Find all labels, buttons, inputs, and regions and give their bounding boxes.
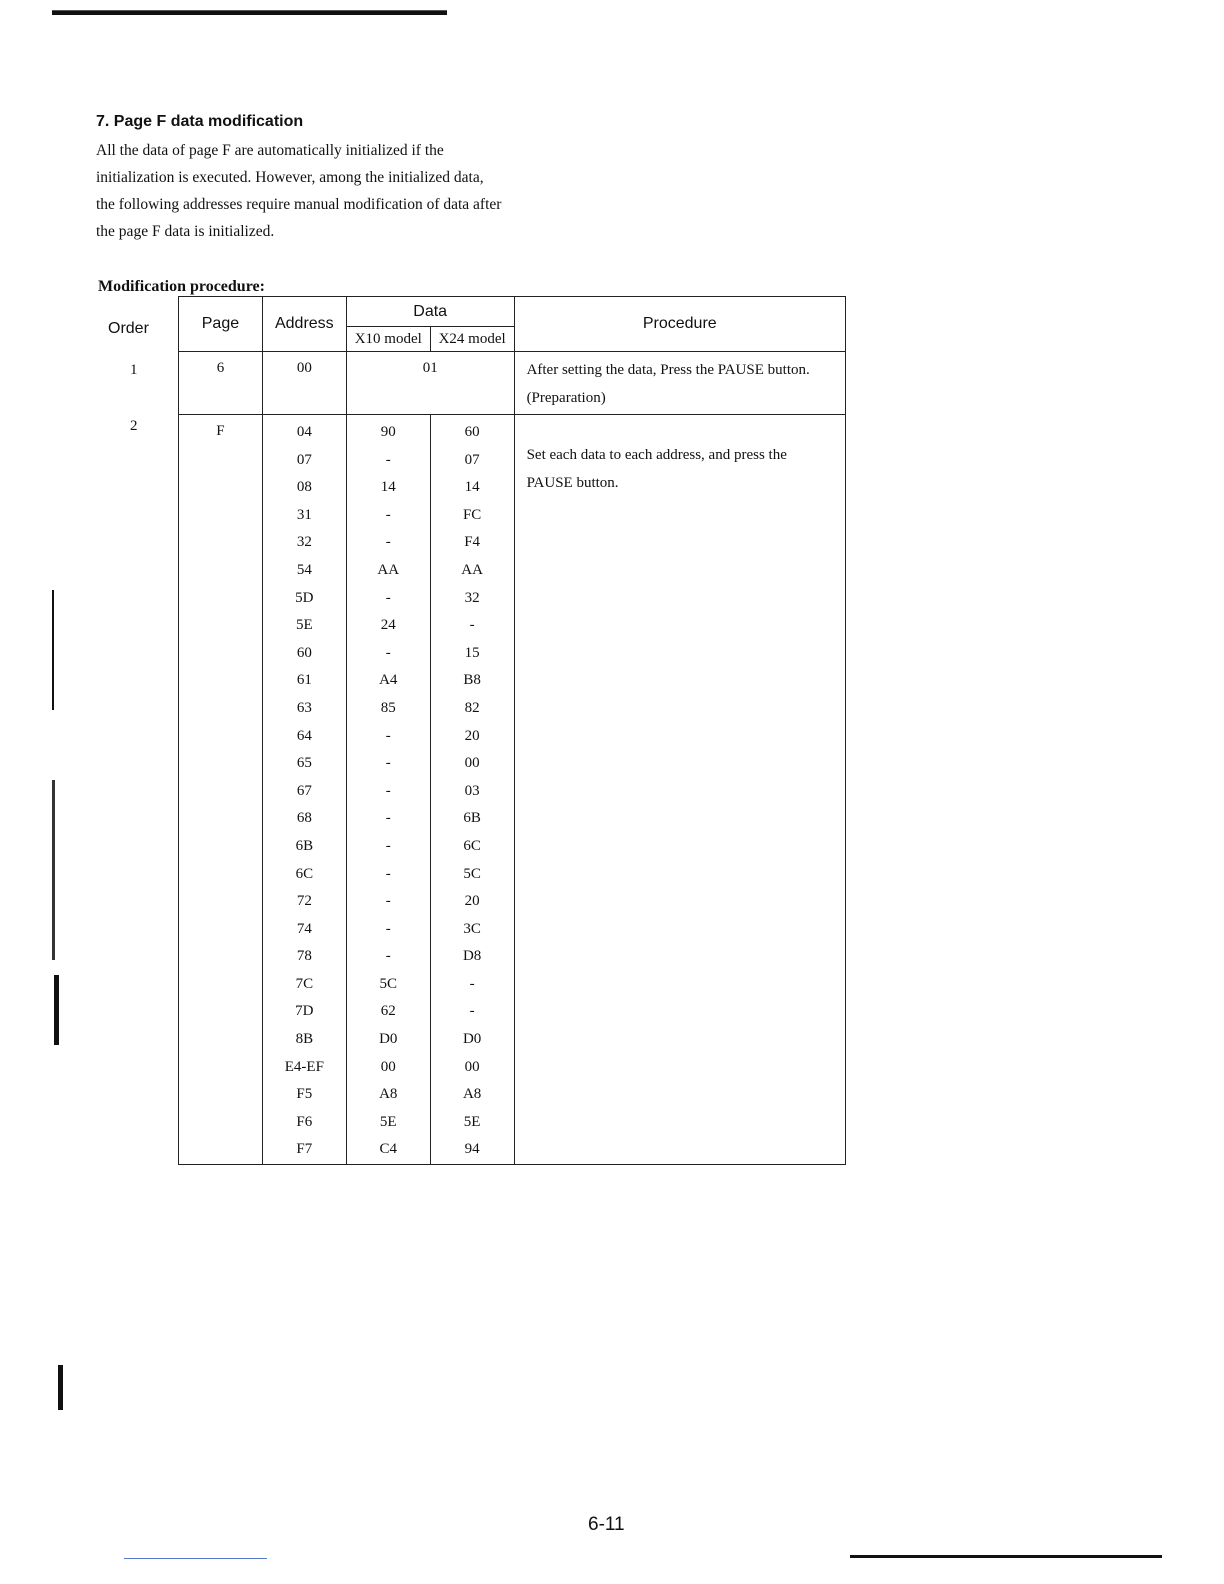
address-value: F5	[296, 1086, 313, 1103]
x10-value: -	[385, 920, 391, 937]
x24-value: 20	[464, 893, 480, 910]
page-cell: 6	[179, 352, 263, 415]
intro-line: the page F data is initialized.	[96, 223, 275, 240]
x24-value: 6B	[463, 810, 481, 827]
x10-model-header: X10 model	[346, 327, 430, 352]
x24-value: 32	[464, 589, 480, 606]
data-cell: 01	[346, 352, 514, 415]
x10-value: -	[385, 782, 391, 799]
data-header: Data	[346, 297, 514, 327]
x10-list-cell	[346, 415, 430, 1165]
x24-value: A8	[462, 1086, 482, 1103]
x24-value-list	[431, 415, 514, 1164]
x24-value: D8	[462, 948, 482, 965]
address-value: 54	[296, 561, 312, 578]
x10-value: 24	[380, 617, 396, 634]
scan-margin-mark	[52, 780, 55, 960]
table-row	[179, 352, 846, 415]
x10-value: 5C	[379, 975, 397, 992]
x10-value: -	[385, 837, 391, 854]
x10-value: AA	[377, 561, 400, 578]
x10-value: -	[385, 644, 391, 661]
bottom-rule-right	[850, 1555, 1162, 1558]
x10-value: 00	[380, 1058, 396, 1075]
x24-value: 14	[464, 479, 480, 496]
x10-value: 90	[380, 424, 396, 440]
x24-value: 00	[464, 1058, 480, 1075]
address-value: E4-EF	[284, 1058, 324, 1075]
x10-value-list	[347, 415, 430, 1164]
x24-value: B8	[463, 672, 481, 689]
address-value: 6B	[295, 837, 314, 854]
x10-value: 14	[380, 479, 396, 496]
x10-value: -	[385, 810, 391, 827]
address-value: 67	[296, 782, 312, 799]
x24-value: F4	[464, 534, 481, 551]
intro-line: the following addresses require manual modification of data after	[96, 196, 502, 213]
x24-value: -	[469, 617, 475, 634]
x10-value: C4	[379, 1141, 397, 1158]
address-value: 68	[296, 810, 312, 827]
x10-value: -	[385, 534, 391, 551]
address-value: F6	[296, 1113, 313, 1130]
top-rule-thin	[52, 10, 447, 11]
address-value: 7D	[295, 1003, 314, 1020]
x10-value: 5E	[379, 1113, 397, 1130]
procedure-heading: Modification procedure:	[98, 278, 265, 295]
x10-value: -	[385, 451, 391, 468]
address-value: 7C	[295, 975, 314, 992]
order-header: Order	[108, 320, 149, 337]
address-value: 63	[296, 699, 312, 716]
x10-value: D0	[379, 1031, 398, 1048]
x24-value: 00	[464, 755, 480, 772]
procedure-cell: After setting the data, Press the PAUSE button. (Preparation)	[514, 352, 845, 415]
intro-paragraph	[96, 137, 576, 245]
address-value: 8B	[295, 1031, 314, 1048]
order-2: 2	[130, 418, 138, 434]
x10-value: A4	[379, 672, 398, 689]
scan-margin-mark	[58, 1365, 63, 1410]
table-row	[179, 415, 846, 1165]
scan-margin-mark	[54, 975, 59, 1045]
address-value: 72	[296, 893, 312, 910]
address-header: Address	[262, 297, 346, 352]
address-value: 32	[296, 534, 312, 551]
x24-value: 3C	[463, 920, 481, 937]
x24-value: AA	[461, 561, 483, 578]
address-value: 5D	[295, 589, 314, 606]
x24-list-cell	[430, 415, 514, 1165]
x10-value: -	[385, 506, 391, 523]
address-value: 08	[296, 479, 312, 496]
intro-line: All the data of page F are automatically initialized if the	[96, 142, 444, 159]
x24-value: 94	[464, 1141, 480, 1158]
x24-value: 5C	[463, 865, 481, 882]
x24-value: 20	[464, 727, 480, 744]
address-cell: 00	[262, 352, 346, 415]
address-value: F7	[296, 1141, 313, 1158]
x24-value: 03	[464, 782, 480, 799]
bottom-rule-left	[124, 1558, 267, 1559]
address-value: 07	[296, 451, 312, 468]
section-title: 7. Page F data modification	[96, 113, 304, 130]
x24-value: -	[469, 1003, 475, 1020]
address-value: 74	[296, 920, 312, 937]
x24-value: 82	[464, 699, 480, 716]
x10-value: -	[385, 755, 391, 772]
procedure-cell: Set each data to each address, and press the PAUSE button.	[514, 415, 845, 1165]
address-list	[263, 415, 346, 1164]
address-list-cell	[262, 415, 346, 1165]
x10-value: 62	[380, 1003, 396, 1020]
x24-value: FC	[462, 506, 482, 523]
x10-value: A8	[379, 1086, 398, 1103]
page-cell: F	[179, 415, 263, 1165]
address-value: 04	[296, 424, 312, 440]
page-number: 6-11	[588, 1514, 625, 1535]
address-value: 5E	[296, 617, 313, 634]
address-value: 31	[296, 506, 312, 523]
intro-line: initialization is executed. However, among the initialized data,	[96, 169, 484, 186]
address-value: 61	[296, 672, 312, 689]
address-value: 60	[296, 644, 312, 661]
x10-value: -	[385, 948, 391, 965]
address-value: 78	[296, 948, 312, 965]
x10-value: 85	[380, 699, 396, 716]
procedure-header: Procedure	[514, 297, 845, 352]
order-1: 1	[130, 362, 138, 378]
x24-value: 6C	[463, 837, 481, 854]
x24-value: 07	[464, 451, 480, 468]
x24-value: D0	[462, 1031, 482, 1048]
x10-value: -	[385, 589, 391, 606]
x24-value: 60	[464, 424, 480, 440]
x24-model-header: X24 model	[430, 327, 514, 352]
x10-value: -	[385, 727, 391, 744]
page-header: Page	[179, 297, 263, 352]
x24-value: 5E	[463, 1113, 481, 1130]
x24-value: -	[469, 975, 475, 992]
x10-value: -	[385, 865, 391, 882]
scan-margin-mark	[52, 590, 54, 710]
address-value: 6C	[295, 865, 314, 882]
x24-value: 15	[464, 644, 480, 661]
x10-value: -	[385, 893, 391, 910]
modification-table	[178, 296, 846, 1165]
address-value: 64	[296, 727, 312, 744]
address-value: 65	[296, 755, 312, 772]
